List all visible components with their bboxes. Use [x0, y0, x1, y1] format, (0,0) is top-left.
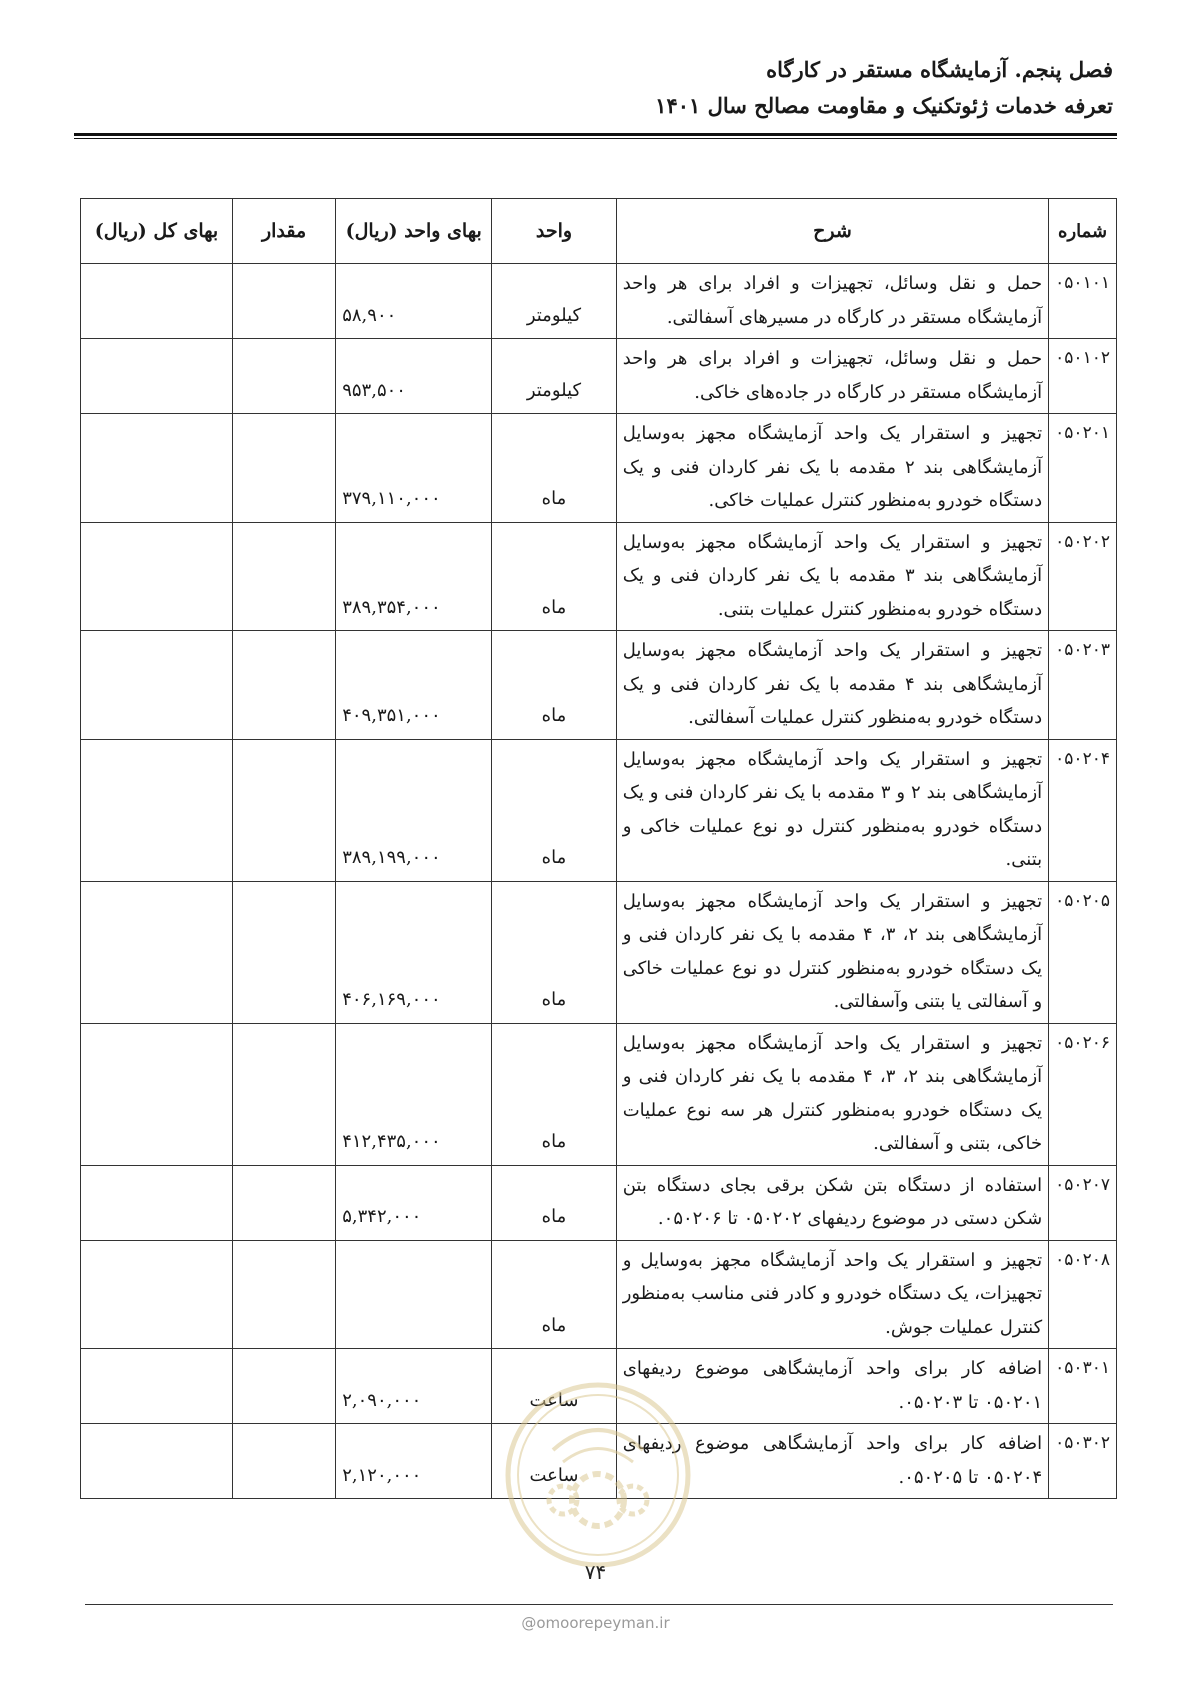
- row-quantity: [232, 522, 335, 631]
- header-code: شماره: [1049, 199, 1117, 264]
- row-code: ۰۵۰۳۰۱: [1049, 1349, 1117, 1424]
- row-unit-price: ۴۰۹,۳۵۱,۰۰۰: [336, 631, 492, 740]
- row-unit: ماه: [492, 1023, 617, 1165]
- row-code: ۰۵۰۲۰۳: [1049, 631, 1117, 740]
- row-unit: ماه: [492, 414, 617, 523]
- row-code: ۰۵۰۲۰۵: [1049, 881, 1117, 1023]
- row-unit: ماه: [492, 522, 617, 631]
- row-quantity: [232, 1240, 335, 1349]
- row-description: تجهیز و استقرار یک واحد آزمایشگاه مجهز به‌وسایل آزمایشگاهی بند ۲ مقدمه با یک نفر کاردان فنی و یک دستگاه خودرو به‌منظور کنترل عملیات خاکی.: [616, 414, 1048, 523]
- row-total-price: [81, 881, 233, 1023]
- row-unit: ماه: [492, 631, 617, 740]
- row-code: ۰۵۰۱۰۱: [1049, 264, 1117, 339]
- row-description: تجهیز و استقرار یک واحد آزمایشگاه مجهز به‌وسایل آزمایشگاهی بند ۴ مقدمه با یک نفر کاردان فنی و یک دستگاه خودرو به‌منظور کنترل عملیات آسفالتی.: [616, 631, 1048, 740]
- row-total-price: [81, 739, 233, 881]
- chapter-title: فصل پنجم. آزمایشگاه مستقر در کارگاه: [766, 57, 1113, 82]
- row-unit-price: [336, 1240, 492, 1349]
- row-unit-price: ۵۸,۹۰۰: [336, 264, 492, 339]
- row-quantity: [232, 1424, 335, 1499]
- row-unit: ماه: [492, 1165, 617, 1240]
- row-description: تجهیز و استقرار یک واحد آزمایشگاه مجهز به‌وسایل آزمایشگاهی بند ۲ و ۳ مقدمه با یک نفر کاردان فنی و یک دستگاه خودرو به‌منظور کنترل دو نوع عملیات خاکی و بتنی.: [616, 739, 1048, 881]
- row-unit-price: ۹۵۳,۵۰۰: [336, 339, 492, 414]
- row-code: ۰۵۰۲۰۴: [1049, 739, 1117, 881]
- header-rule-thin: [74, 138, 1117, 139]
- tariff-table: [80, 198, 1117, 1499]
- site-watermark-text: @omoorepeyman.ir: [521, 1614, 670, 1632]
- row-unit-price: ۳۷۹,۱۱۰,۰۰۰: [336, 414, 492, 523]
- row-code: ۰۵۰۲۰۷: [1049, 1165, 1117, 1240]
- table-row: [81, 1165, 1117, 1240]
- row-total-price: [81, 522, 233, 631]
- header-description: شرح: [616, 199, 1048, 264]
- row-description: اضافه کار برای واحد آزمایشگاهی موضوع ردیفهای ۰۵۰۲۰۱ تا ۰۵۰۲۰۳.: [616, 1349, 1048, 1424]
- row-code: ۰۵۰۲۰۱: [1049, 414, 1117, 523]
- header-unit: واحد: [492, 199, 617, 264]
- row-quantity: [232, 631, 335, 740]
- row-total-price: [81, 339, 233, 414]
- row-code: ۰۵۰۲۰۸: [1049, 1240, 1117, 1349]
- table-row: [81, 739, 1117, 881]
- table-row: [81, 1023, 1117, 1165]
- row-description: تجهیز و استقرار یک واحد آزمایشگاه مجهز به‌وسایل آزمایشگاهی بند ۲، ۳، ۴ مقدمه با یک نفر کاردان فنی و یک دستگاه خودرو به‌منظور کنترل هر سه نوع عملیات خاکی، بتنی و آسفالتی.: [616, 1023, 1048, 1165]
- row-unit: ساعت: [492, 1424, 617, 1499]
- row-unit-price: ۴۰۶,۱۶۹,۰۰۰: [336, 881, 492, 1023]
- row-quantity: [232, 1349, 335, 1424]
- table-row: [81, 264, 1117, 339]
- row-unit-price: ۴۱۲,۴۳۵,۰۰۰: [336, 1023, 492, 1165]
- row-total-price: [81, 414, 233, 523]
- row-code: ۰۵۰۱۰۲: [1049, 339, 1117, 414]
- row-total-price: [81, 1165, 233, 1240]
- row-total-price: [81, 1023, 233, 1165]
- table-row: [81, 1349, 1117, 1424]
- row-quantity: [232, 739, 335, 881]
- table-row: [81, 339, 1117, 414]
- row-total-price: [81, 1240, 233, 1349]
- row-description: تجهیز و استقرار یک واحد آزمایشگاه مجهز به‌وسایل آزمایشگاهی بند ۲، ۳، ۴ مقدمه با یک نفر کاردان فنی و یک دستگاه خودرو به‌منظور کنترل دو نوع عملیات خاکی و آسفالتی یا بتنی وآسفالتی.: [616, 881, 1048, 1023]
- footer-rule: [85, 1604, 1113, 1605]
- row-quantity: [232, 264, 335, 339]
- row-unit: ماه: [492, 739, 617, 881]
- row-unit: ماه: [492, 881, 617, 1023]
- header-unit-price: بهای واحد (ریال): [336, 199, 492, 264]
- row-description: تجهیز و استقرار یک واحد آزمایشگاه مجهز به‌وسایل و تجهیزات، یک دستگاه خودرو و کادر فنی مناسب به‌منظور کنترل عملیات جوش.: [616, 1240, 1048, 1349]
- table-row: [81, 1424, 1117, 1499]
- header-quantity: مقدار: [232, 199, 335, 264]
- row-description: تجهیز و استقرار یک واحد آزمایشگاه مجهز به‌وسایل آزمایشگاهی بند ۳ مقدمه با یک نفر کاردان فنی و یک دستگاه خودرو به‌منظور کنترل عملیات بتنی.: [616, 522, 1048, 631]
- row-total-price: [81, 1349, 233, 1424]
- header-rule-thick: [74, 133, 1117, 136]
- row-unit: ساعت: [492, 1349, 617, 1424]
- table-header-row: [81, 199, 1117, 264]
- row-unit-price: ۵,۳۴۲,۰۰۰: [336, 1165, 492, 1240]
- row-unit: کیلومتر: [492, 264, 617, 339]
- row-total-price: [81, 631, 233, 740]
- row-code: ۰۵۰۲۰۶: [1049, 1023, 1117, 1165]
- row-quantity: [232, 339, 335, 414]
- page-header: [78, 52, 1113, 124]
- row-total-price: [81, 264, 233, 339]
- table-row: [81, 1240, 1117, 1349]
- page-number: ۷۴: [584, 1560, 607, 1584]
- row-quantity: [232, 881, 335, 1023]
- row-quantity: [232, 1023, 335, 1165]
- table-row: [81, 414, 1117, 523]
- row-unit-price: ۳۸۹,۳۵۴,۰۰۰: [336, 522, 492, 631]
- row-description: استفاده از دستگاه بتن شکن برقی بجای دستگاه بتن شکن دستی در موضوع ردیفهای ۰۵۰۲۰۲ تا ۰۵۰۲۰۶.: [616, 1165, 1048, 1240]
- row-description: حمل و نقل وسائل، تجهیزات و افراد برای هر واحد آزمایشگاه مستقر در کارگاه در جاده‌های خاکی.: [616, 339, 1048, 414]
- document-subtitle: تعرفه خدمات ژئوتکنیک و مقاومت مصالح سال ۱۴۰۱: [655, 93, 1113, 118]
- row-unit-price: ۲,۱۲۰,۰۰۰: [336, 1424, 492, 1499]
- row-code: ۰۵۰۲۰۲: [1049, 522, 1117, 631]
- table-row: [81, 881, 1117, 1023]
- row-description: اضافه کار برای واحد آزمایشگاهی موضوع ردیفهای ۰۵۰۲۰۴ تا ۰۵۰۲۰۵.: [616, 1424, 1048, 1499]
- row-total-price: [81, 1424, 233, 1499]
- row-quantity: [232, 1165, 335, 1240]
- row-unit-price: ۲,۰۹۰,۰۰۰: [336, 1349, 492, 1424]
- row-unit-price: ۳۸۹,۱۹۹,۰۰۰: [336, 739, 492, 881]
- row-code: ۰۵۰۳۰۲: [1049, 1424, 1117, 1499]
- table-row: [81, 522, 1117, 631]
- row-unit: کیلومتر: [492, 339, 617, 414]
- row-unit: ماه: [492, 1240, 617, 1349]
- header-total-price: بهای کل (ریال): [81, 199, 233, 264]
- table-row: [81, 631, 1117, 740]
- row-description: حمل و نقل وسائل، تجهیزات و افراد برای هر واحد آزمایشگاه مستقر در کارگاه در مسیرهای آسفالتی.: [616, 264, 1048, 339]
- row-quantity: [232, 414, 335, 523]
